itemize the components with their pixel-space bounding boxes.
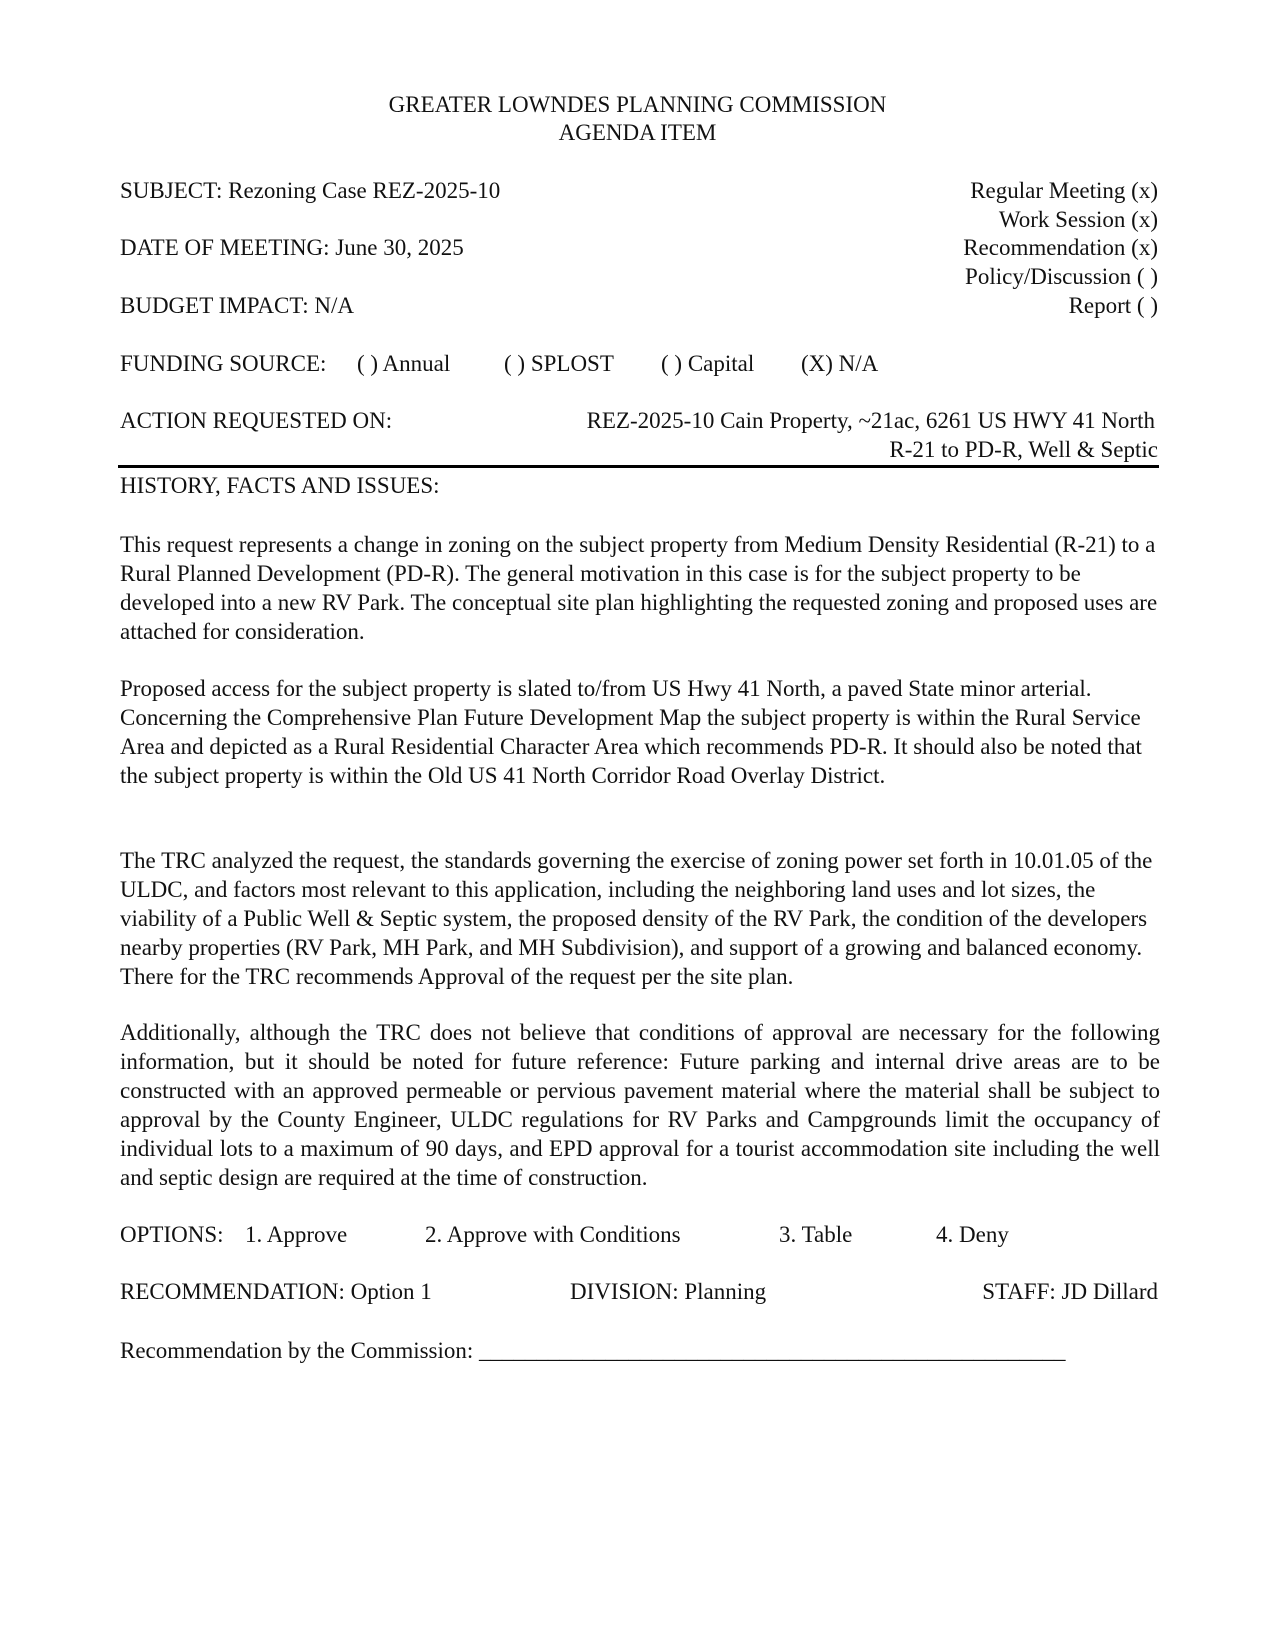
option-approve: 1. Approve	[245, 1222, 348, 1247]
meeting-type-regular: Regular Meeting (x)	[970, 178, 1158, 203]
history-heading: HISTORY, FACTS AND ISSUES:	[120, 473, 440, 498]
action-requested-line2: R-21 to PD-R, Well & Septic	[889, 437, 1158, 462]
commission-recommendation-line: Recommendation by the Commission: ___________________________________________________	[120, 1338, 1066, 1363]
history-paragraph-3: The TRC analyzed the request, the standards governing the exercise of zoning power set forth in 10.01.05 of the ULDC, and factors most relevant to this application, including the neighboring land uses and lot sizes, the viability of a Public Well & Septic system, the proposed density of the RV Park, the condition of the developers nearby properties (RV Park, MH Park, and MH Subdivision), and support of a growing and balanced economy. There for the TRC recommends Approval of the request per the site plan.	[120, 848, 1153, 989]
option-deny: 4. Deny	[936, 1222, 1009, 1247]
recommendation: RECOMMENDATION: Option 1	[120, 1279, 432, 1304]
meeting-type-report: Report ( )	[1068, 293, 1158, 318]
budget-impact: BUDGET IMPACT: N/A	[120, 293, 354, 318]
section-divider	[118, 465, 1159, 468]
date-of-meeting: DATE OF MEETING: June 30, 2025	[120, 235, 464, 260]
subject-line: SUBJECT: Rezoning Case REZ-2025-10	[120, 178, 501, 203]
staff: STAFF: JD Dillard	[982, 1279, 1158, 1304]
funding-na: (X) N/A	[801, 351, 879, 376]
document-title: GREATER LOWNDES PLANNING COMMISSION	[388, 92, 887, 117]
options-label: OPTIONS:	[120, 1222, 224, 1247]
history-paragraph-2: Proposed access for the subject property is slated to/from US Hwy 41 North, a paved State minor arterial. Concerning the Comprehensive Plan Future Development Map the subject property is within the Rural Service Area and depicted as a Rural Residential Character Area which recommends PD-R. It should also be noted that the subject property is within the Old US 41 North Corridor Road Overlay District.	[120, 676, 1142, 788]
option-approve-with-conditions: 2. Approve with Conditions	[425, 1222, 681, 1247]
action-requested-line1: REZ-2025-10 Cain Property, ~21ac, 6261 US HWY 41 North	[586, 408, 1155, 433]
document-subtitle: AGENDA ITEM	[558, 120, 717, 145]
history-paragraph-1: This request represents a change in zoning on the subject property from Medium Density Residential (R-21) to a Rural Planned Development (PD-R). The general motivation in this case is for the subject property to be developed into a new RV Park. The conceptual site plan highlighting the requested zoning and proposed uses are attached for consideration.	[120, 532, 1158, 644]
meeting-type-policy: Policy/Discussion ( )	[965, 264, 1158, 289]
funding-source-label: FUNDING SOURCE:	[120, 351, 327, 376]
history-paragraph-4: Additionally, although the TRC does not believe that conditions of approval are necessary for the following information, but it should be noted for future reference: Future parking and internal drive areas are to be constructed with an approved permeable or pervious pavement material where the material shall be subject to approval by the County Engineer, ULDC regulations for RV Parks and Campgrounds limit the occupancy of individual lots to a maximum of 90 days, and EPD approval for a tourist accommodation site including the well and septic design are required at the time of construction.	[120, 1020, 1160, 1190]
meeting-type-work-session: Work Session (x)	[998, 207, 1158, 232]
funding-annual: ( ) Annual	[357, 351, 451, 376]
division: DIVISION: Planning	[570, 1279, 767, 1304]
funding-splost: ( ) SPLOST	[504, 351, 614, 376]
meeting-type-recommendation: Recommendation (x)	[963, 235, 1158, 260]
option-table: 3. Table	[779, 1222, 853, 1247]
funding-capital: ( ) Capital	[661, 351, 755, 376]
action-requested-label: ACTION REQUESTED ON:	[120, 408, 393, 433]
